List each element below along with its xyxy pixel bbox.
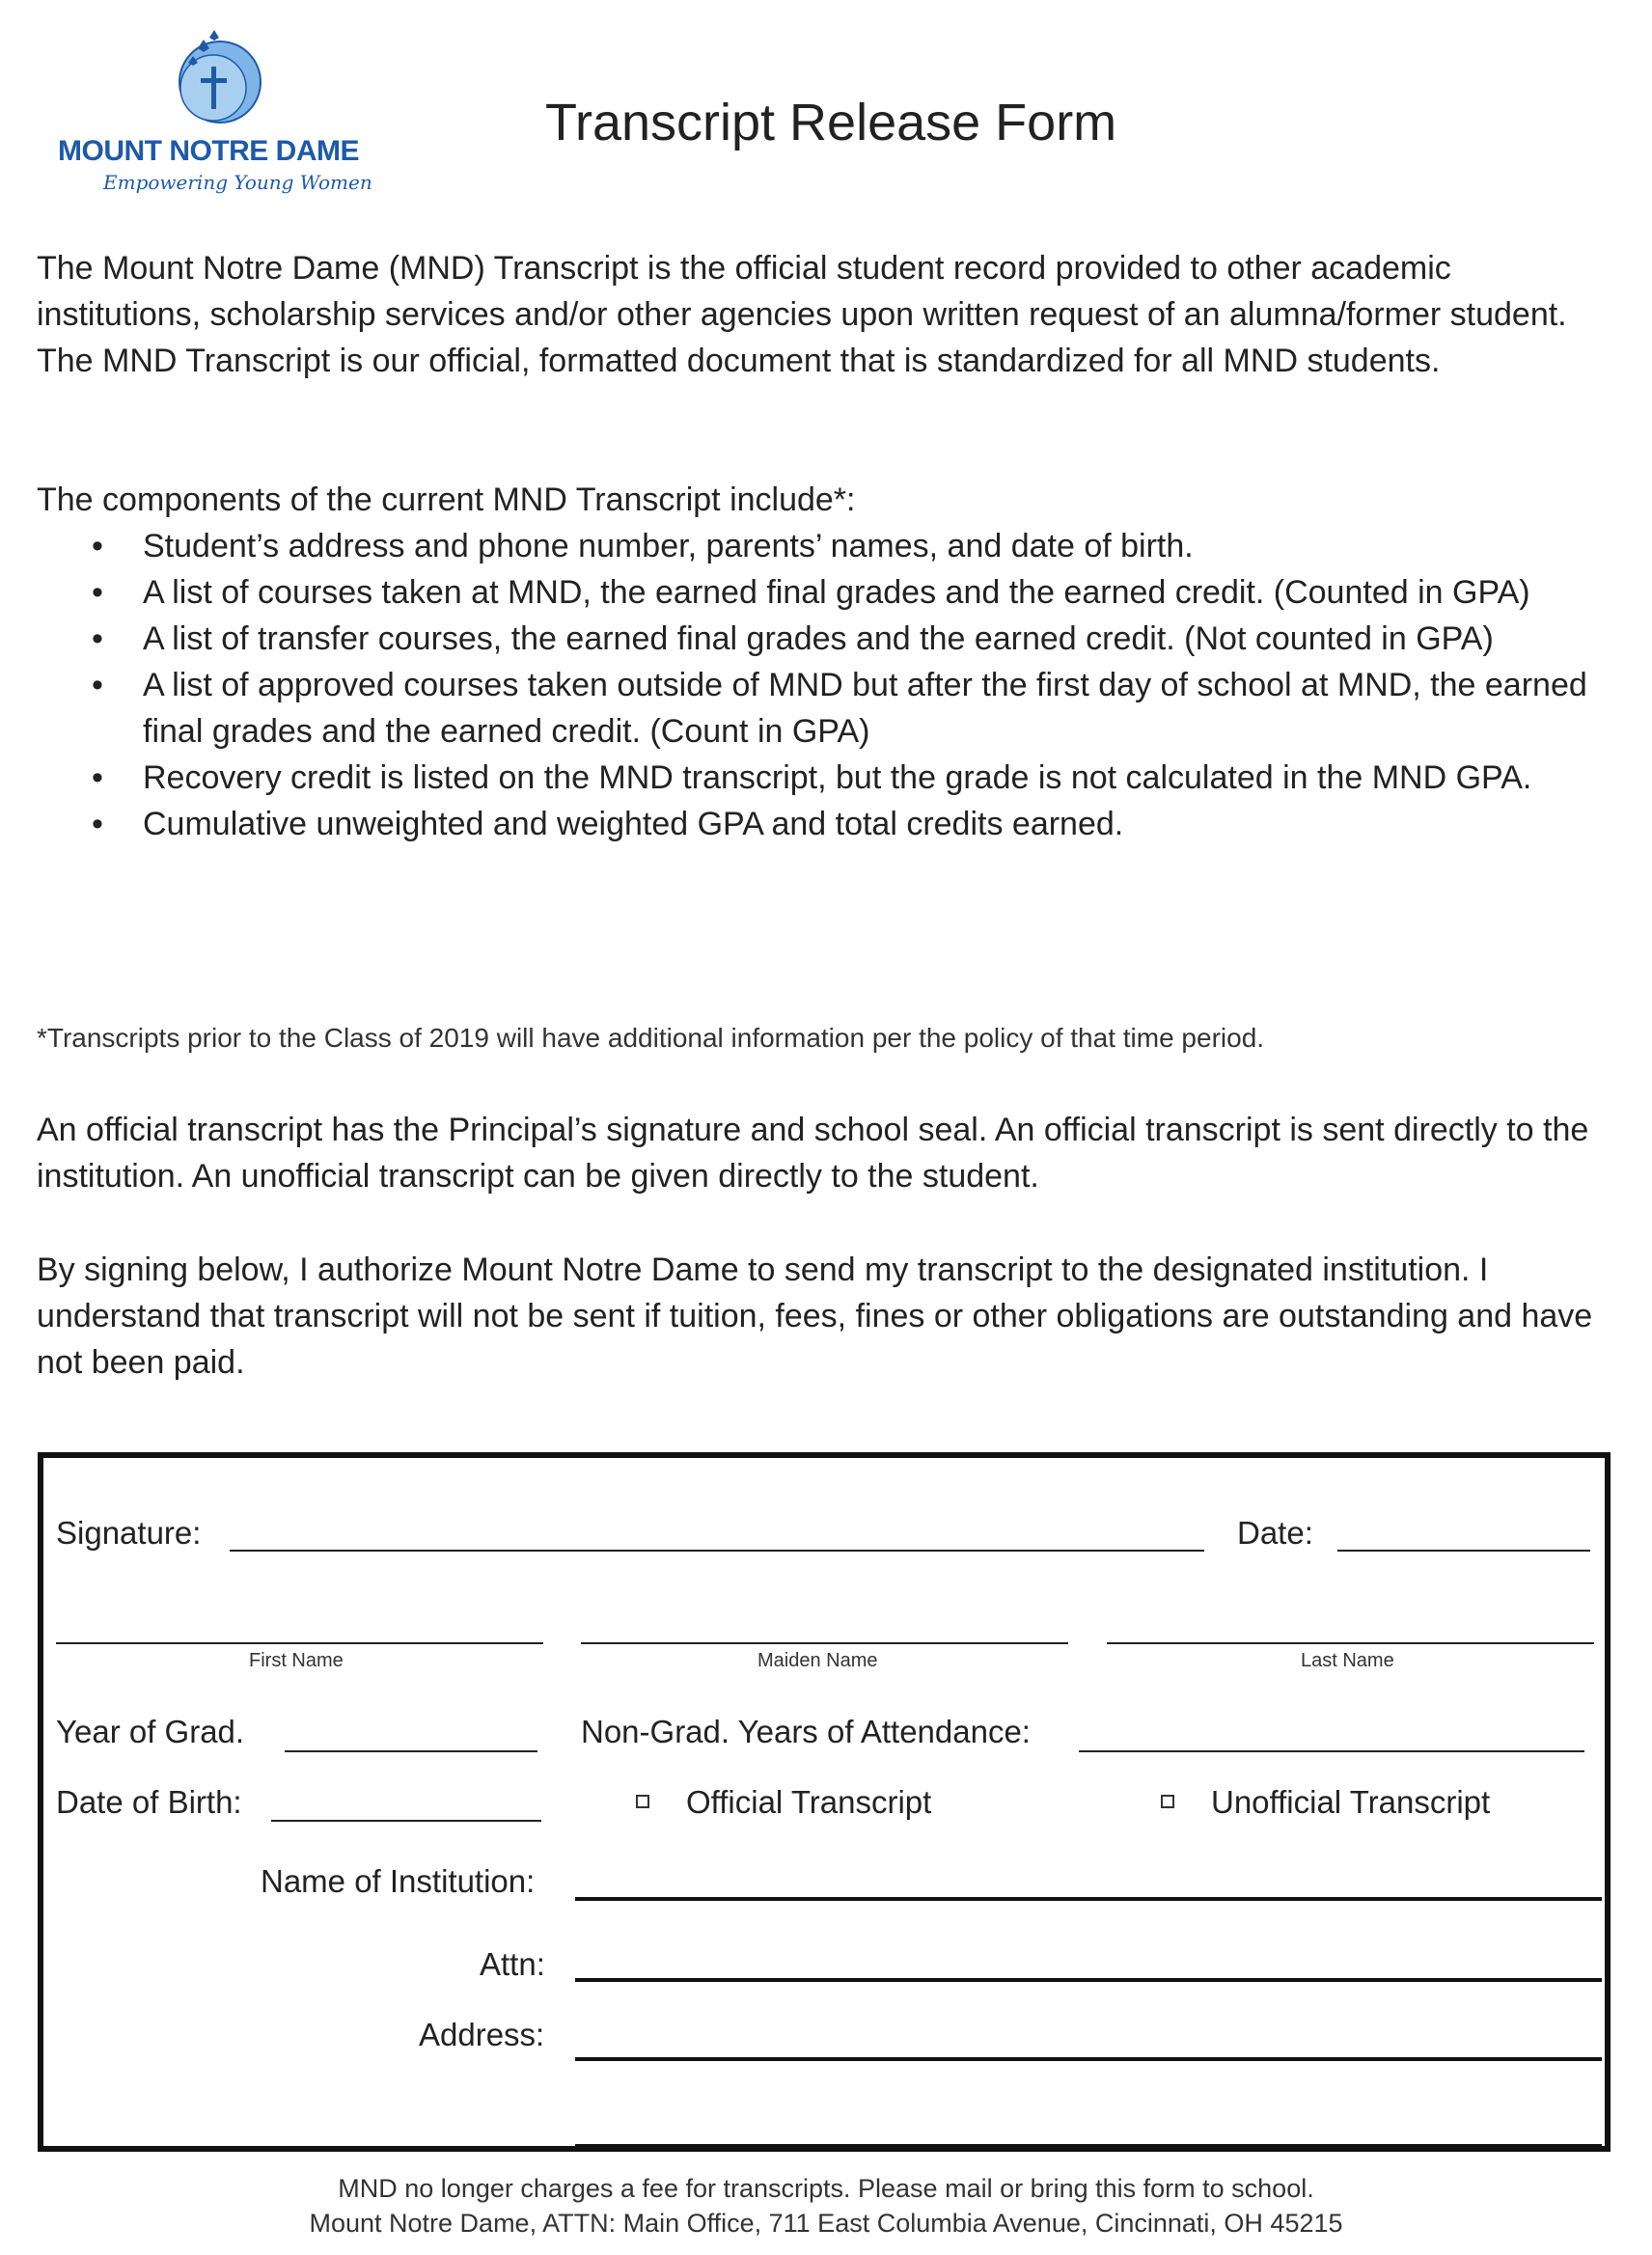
attn-label: Attn: [480,1946,545,1982]
footer-address: Mount Notre Dame, ATTN: Main Office, 711 East Columbia Avenue, Cincinnati, OH 45215 [309,2209,1343,2238]
address-label: Address: [419,2017,545,2052]
bullet-icon: • [92,528,103,564]
first-name-caption: First Name [249,1650,344,1671]
footer [0,2171,1652,2241]
logo-tagline: Empowering Young Women [103,171,372,194]
year-of-grad-field[interactable] [285,1719,537,1752]
maiden-name-caption: Maiden Name [757,1650,878,1671]
footnote: *Transcripts prior to the Class of 2019 will have additional information per the policy of that time period. [37,1023,1265,1053]
date-of-birth-field[interactable] [271,1789,541,1822]
first-name-field[interactable] [56,1613,543,1644]
official-transcript-label: Official Transcript [686,1784,932,1820]
date-of-birth-label: Date of Birth: [56,1784,242,1820]
footer-fee-note: MND no longer charges a fee for transcripts. Please mail or bring this form to school. [338,2174,1314,2203]
date-field[interactable] [1337,1519,1590,1552]
signature-label: Signature: [56,1515,202,1551]
unofficial-transcript-label: Unofficial Transcript [1211,1784,1491,1820]
components-heading: The components of the current MND Transcript include*: [37,481,856,518]
school-logo [53,24,381,207]
bullet-icon: • [92,620,103,657]
official-paragraph: An official transcript has the Principal’s signature and school seal. An official transcript is sent directly to the institution. An unofficial transcript can be given directly to the student. [37,1112,1589,1195]
maiden-name-field[interactable] [581,1613,1068,1644]
list-item: • A list of transfer courses, the earned final grades and the earned credit. (Not counted in GPA) [37,616,1619,662]
unofficial-transcript-checkbox[interactable] [1161,1795,1174,1808]
school-crest-icon [53,24,381,140]
components-section [37,477,1619,847]
address-field-line-2[interactable] [575,2109,1602,2148]
authorization-paragraph: By signing below, I authorize Mount Notre Dame to send my transcript to the designated institution. I understand that transcript will not be sent if tuition, fees, fines or other obligations are outstanding and have not been paid. [37,1251,1593,1381]
official-transcript-checkbox[interactable] [636,1795,649,1808]
logo-school-name: MOUNT NOTRE DAME [58,135,359,167]
year-of-grad-label: Year of Grad. [56,1714,245,1749]
components-list [37,523,1619,847]
last-name-caption: Last Name [1301,1650,1394,1671]
list-item: • A list of courses taken at MND, the earned final grades and the earned credit. (Counted in GPA) [37,569,1619,616]
non-grad-years-label: Non-Grad. Years of Attendance: [581,1714,1031,1749]
list-item: • Cumulative unweighted and weighted GPA and total credits earned. [37,801,1619,847]
intro-paragraph: The Mount Notre Dame (MND) Transcript is the official student record provided to other academic institutions, scholarship services and/or other agencies upon written request of an alumna/former student. The MND Transcript is our official, formatted document that is standardized for all MND students. [37,250,1567,379]
list-item: • Student’s address and phone number, parents’ names, and date of birth. [37,523,1619,569]
non-grad-years-field[interactable] [1079,1719,1584,1752]
bullet-icon: • [92,806,103,842]
address-field-line-1[interactable] [575,2022,1602,2061]
last-name-field[interactable] [1107,1613,1594,1644]
institution-field[interactable] [575,1862,1602,1901]
list-item: • A list of approved courses taken outside of MND but after the first day of school at MND, the earned final grades and the earned credit. (Count in GPA) [37,662,1619,755]
attn-field[interactable] [575,1943,1602,1982]
bullet-icon: • [92,574,103,611]
bullet-icon: • [92,667,103,703]
institution-label: Name of Institution: [261,1863,536,1899]
list-item: • Recovery credit is listed on the MND transcript, but the grade is not calculated in the MND GPA. [37,755,1619,801]
bullet-icon: • [92,759,103,796]
signature-field[interactable] [230,1519,1204,1552]
date-label: Date: [1237,1515,1313,1551]
page-title: Transcript Release Form [545,94,1117,151]
